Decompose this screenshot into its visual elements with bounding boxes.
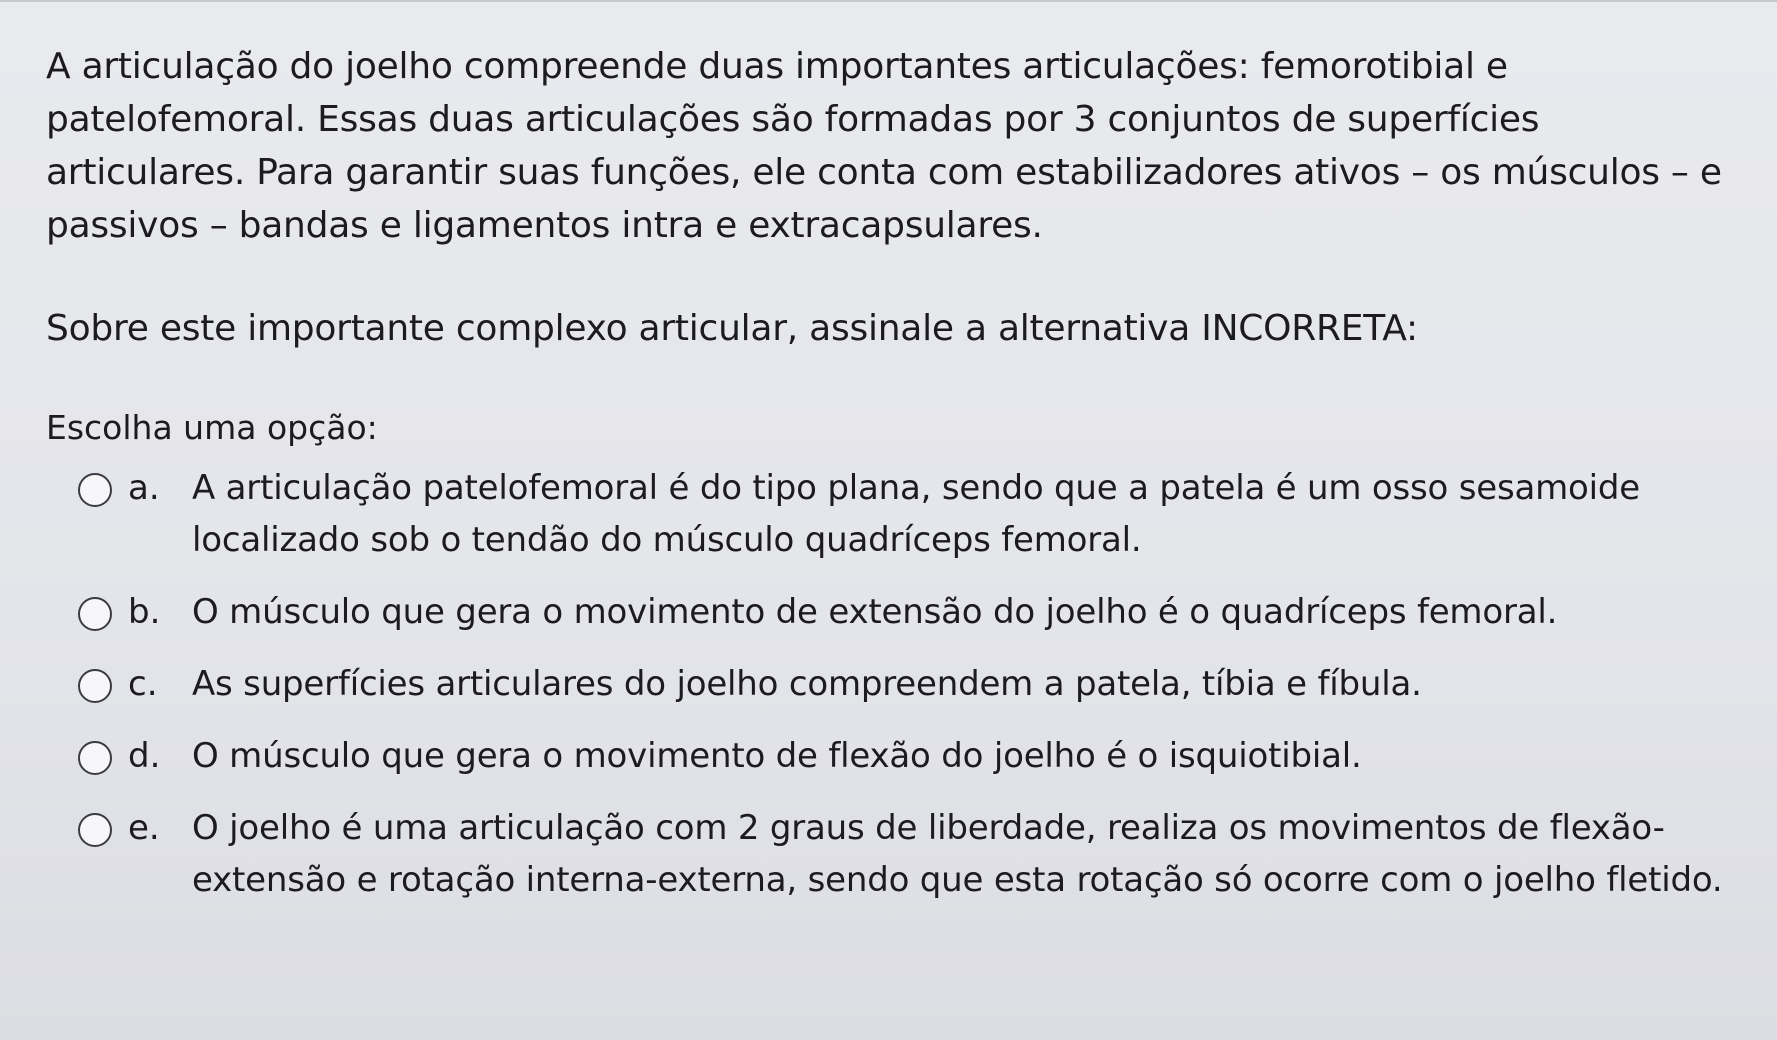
answer-option-d[interactable]	[78, 730, 1737, 782]
option-letter-d: d.	[128, 736, 161, 776]
answer-options	[78, 462, 1737, 906]
option-text-d: O músculo que gera o movimento de flexão do joelho é o isquiotibial.	[192, 736, 1362, 776]
option-text-b: O músculo que gera o movimento de extensão do joelho é o quadríceps femoral.	[192, 592, 1558, 632]
radio-button-d[interactable]	[78, 741, 112, 775]
option-text-a: A articulação patelofemoral é do tipo plana, sendo que a patela é um osso sesamoide localizado sob o tendão do músculo quadríceps femoral.	[192, 468, 1640, 560]
question-stem: A articulação do joelho compreende duas importantes articulações: femorotibial e patelofemoral. Essas duas articulações são formadas por 3 conjuntos de superfícies articulares. Para garantir suas funções, ele conta com estabilizadores ativos – os músculos – e passivos – bandas e ligamentos intra e extracapsulares.	[46, 46, 1722, 246]
radio-button-a[interactable]	[78, 473, 112, 507]
question-prompt: Sobre este importante complexo articular, assinale a alternativa INCORRETA:	[46, 308, 1418, 349]
option-letter-e: e.	[128, 808, 160, 848]
radio-button-e[interactable]	[78, 813, 112, 847]
answer-option-b[interactable]	[78, 586, 1737, 638]
option-text-e: O joelho é uma articulação com 2 graus de liberdade, realiza os movimentos de flexão-extensão e rotação interna-externa, sendo que esta rotação só ocorre com o joelho fletido.	[192, 808, 1723, 900]
choose-option-label: Escolha uma opção:	[46, 408, 378, 447]
radio-button-c[interactable]	[78, 669, 112, 703]
option-letter-c: c.	[128, 664, 158, 704]
answer-option-c[interactable]	[78, 658, 1737, 710]
radio-button-b[interactable]	[78, 597, 112, 631]
option-letter-a: a.	[128, 468, 160, 508]
option-text-c: As superfícies articulares do joelho compreendem a patela, tíbia e fíbula.	[192, 664, 1422, 704]
answer-option-a[interactable]	[78, 462, 1737, 566]
answer-option-e[interactable]	[78, 802, 1737, 906]
option-letter-b: b.	[128, 592, 161, 632]
